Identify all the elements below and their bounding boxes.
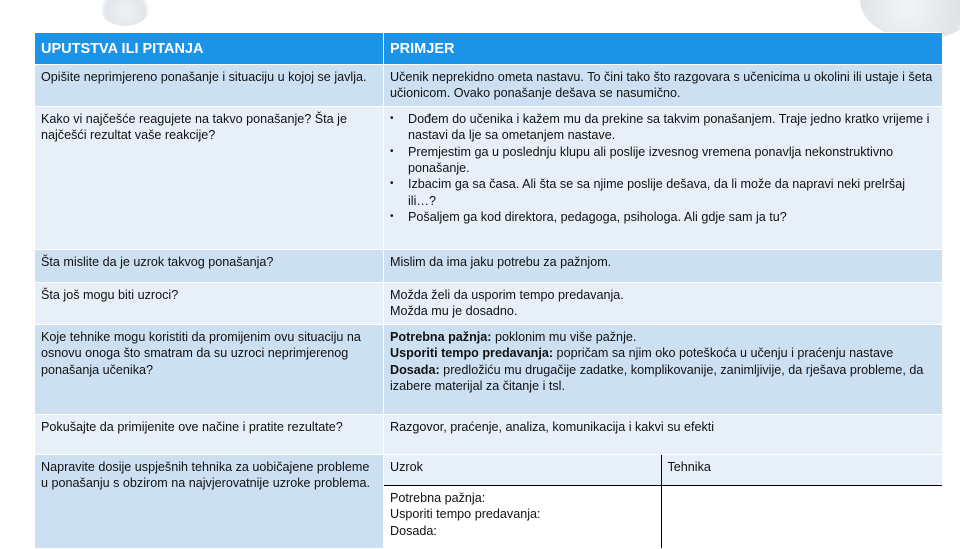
answer-cell bbox=[384, 282, 943, 324]
technique-text: popričam sa njim oko poteškoća u učenju i praćenju nastave bbox=[553, 346, 894, 361]
header-example: PRIMJER bbox=[384, 33, 943, 65]
technique-text: poklonim mu više pažnje. bbox=[491, 329, 637, 344]
dossier-body-row bbox=[384, 485, 942, 548]
answer-cell bbox=[384, 324, 943, 414]
technique-label: Potrebna pažnja: bbox=[390, 329, 492, 344]
dossier-causes-cell bbox=[384, 485, 661, 548]
answer-cell: Učenik neprekidno ometa nastavu. To čini tako što razgovara s učenicima u okolini ili ustaje i šeta učionicom. Ovako ponašanje dešava se nasumično. bbox=[384, 65, 943, 107]
technique-text: predložiću mu drugačije zadatke, komplikovanije, zanimljivije, da rješava probleme, da izabere materijal za čitanje i tsl. bbox=[390, 362, 924, 394]
table-row bbox=[35, 106, 943, 249]
table-row bbox=[35, 249, 943, 282]
reaction-list bbox=[390, 111, 936, 226]
cause-item: Potrebna pažnja: bbox=[390, 490, 486, 505]
background-decoration bbox=[100, 0, 150, 26]
technique-label: Dosada: bbox=[390, 362, 440, 377]
dossier-header-row bbox=[384, 455, 942, 486]
question-cell: Šta mislite da je uzrok takvog ponašanja? bbox=[35, 249, 384, 282]
list-item: • Pošaljem ga kod direktora, pedagoga, psihologa. Ali gdje sam ja tu? bbox=[390, 209, 936, 225]
answer-cell: Razgovor, praćenje, analiza, komunikacija i kakvi su efekti bbox=[384, 414, 943, 454]
question-cell: Šta još mogu biti uzroci? bbox=[35, 282, 384, 324]
answer-line: Možda mu je dosadno. bbox=[390, 304, 518, 319]
technique-label: Usporiti tempo predavanja: bbox=[390, 346, 554, 361]
cause-item: Usporiti tempo predavanja: bbox=[390, 507, 541, 522]
technique-item bbox=[390, 329, 936, 345]
technique-item bbox=[390, 345, 936, 361]
table-header-row bbox=[35, 33, 943, 65]
table-row bbox=[35, 324, 943, 414]
question-cell: Pokušajte da primijenite ove načine i pratite rezultate? bbox=[35, 414, 384, 454]
question-cell: Koje tehnike mogu koristiti da promijenim ovu situaciju na osnovu onoga što smatram da su uzroci neprimjerenog ponašanja učenika? bbox=[35, 324, 384, 414]
dossier-header-technique: Tehnika bbox=[661, 455, 942, 486]
cause-item: Dosada: bbox=[390, 523, 437, 538]
list-item: • Izbacim ga sa časa. Ali šta se sa njime poslije dešava, da li može da napravi neki prelršaj ili…? bbox=[390, 176, 936, 209]
list-item: • Premjestim ga u poslednju klupu ali poslije izvesnog vremena ponavlja nekonstruktivno ponašanje. bbox=[390, 144, 936, 177]
answer-cell bbox=[384, 454, 943, 548]
answer-cell: Mislim da ima jaku potrebu za pažnjom. bbox=[384, 249, 943, 282]
answer-cell bbox=[384, 106, 943, 249]
table-row bbox=[35, 414, 943, 454]
answer-line: Možda želi da usporim tempo predavanja. bbox=[390, 287, 624, 302]
header-instructions: UPUTSTVA ILI PITANJA bbox=[35, 33, 384, 65]
table-row bbox=[35, 65, 943, 107]
technique-item bbox=[390, 362, 936, 395]
dossier-techniques-cell bbox=[661, 485, 942, 548]
dossier-header-cause: Uzrok bbox=[384, 455, 661, 486]
question-cell: Napravite dosije uspješnih tehnika za uobičajene probleme u ponašanju s obzirom na najvjerovatnije uzroke problema. bbox=[35, 454, 384, 548]
technique-dossier-table bbox=[384, 455, 942, 548]
table-row bbox=[35, 454, 943, 548]
question-cell: Kako vi najčešće reagujete na takvo ponašanje? Šta je najčešći rezultat vaše reakcije? bbox=[35, 106, 384, 249]
list-item: • Dođem do učenika i kažem mu da prekine sa takvim ponašanjem. Traje jedno kratko vrijeme i nastavi da lje sa ometanjem nastave. bbox=[390, 111, 936, 144]
question-cell: Opišite neprimjereno ponašanje i situaciju u kojoj se javlja. bbox=[35, 65, 384, 107]
table-row bbox=[35, 282, 943, 324]
instructions-table bbox=[34, 32, 943, 549]
